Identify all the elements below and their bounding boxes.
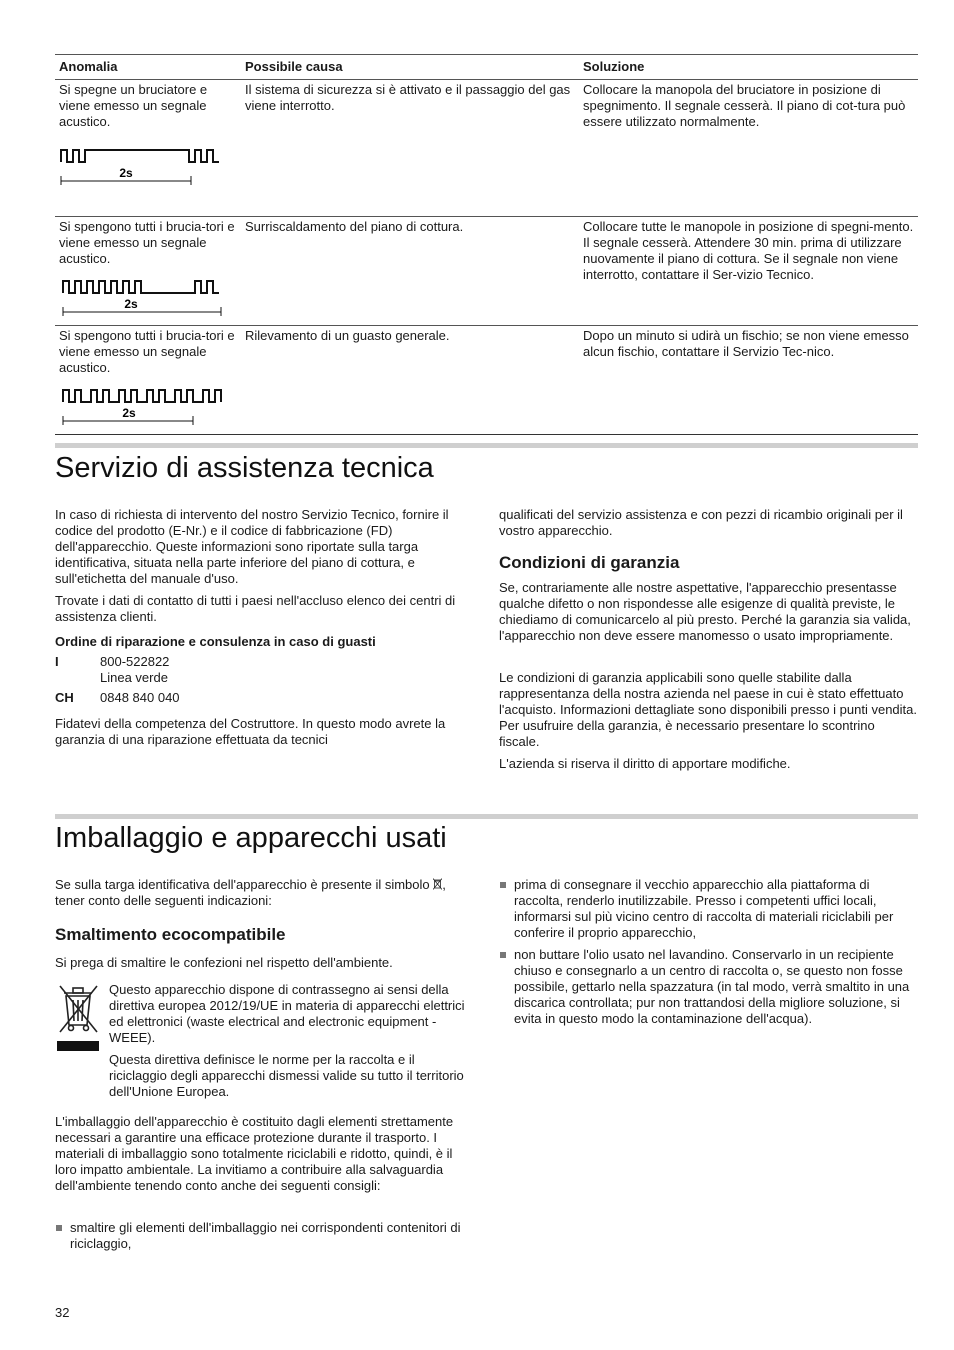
- page-number: 32: [55, 1305, 70, 1320]
- anomalia-text: Si spegne un bruciatore e viene emesso un segnale acustico.: [59, 82, 208, 129]
- section-divider: [55, 443, 918, 448]
- beep-signal-diagram-overheat: [59, 275, 227, 319]
- column-header-anomalia: Anomalia: [55, 55, 241, 80]
- cell-anomalia: [55, 326, 241, 435]
- table-row: [55, 326, 918, 435]
- signal-label: 2s: [119, 166, 133, 180]
- list-item: [499, 877, 918, 941]
- warranty-paragraph-2: Le condizioni di garanzia applicabili sono quelle stabilite dalla rappresentanza della nostra azienda nel paese in cui è stato effettuato l'acquisto. Informazioni dettagliate sono disponibili presso i punti vendita. Per usufruire della garanzia, è necessario presentare lo scontrino fiscale.: [499, 670, 918, 749]
- packaging-tips-list-right: [499, 877, 918, 1033]
- column-header-causa: Possibile causa: [241, 55, 579, 80]
- service-section-title: Servizio di assistenza tecnica: [55, 452, 434, 484]
- square-bullet-icon: [56, 1225, 62, 1231]
- table-header-row: [55, 55, 918, 80]
- packaging-paragraph: L'imballaggio dell'apparecchio è costituito dagli elementi strettamente necessari a garantire una efficace protezione durante il trasporto. I materiali di imballaggio sono totalmente riciclabili e ridotto, quindi, è il loro impatto ambientale. La invitiamo a contribuire alla salvaguardia dell'ambiente tenendo conto anche dei seguenti consigli:: [55, 1114, 454, 1193]
- cell-anomalia: [55, 80, 241, 217]
- list-item: [55, 1220, 470, 1252]
- service-paragraph-3-continued: qualificati del servizio assistenza e con pezzi di ricambio originali per il vostro apparecchio.: [499, 507, 903, 538]
- square-bullet-icon: [500, 882, 506, 888]
- eco-disposal-heading: Smaltimento ecocompatibile: [55, 925, 286, 944]
- table-row: [55, 80, 918, 217]
- cell-anomalia: [55, 217, 241, 326]
- signal-label: 2s: [122, 406, 136, 420]
- warranty-paragraph-1: Se, contrariamente alle nostre aspettative, l'apparecchio presentasse qualche difetto o non rispondesse alle esigenze di qualità previste, le chiediamo di comunicarcelo al più presto. Perché la garanzia sia valida, l'apparecchio non deve essere manomesso o usato impropriamente.: [499, 580, 911, 643]
- contact-number: 800-522822: [100, 654, 170, 669]
- service-paragraph-2: Trovate i dati di contatto di tutti i paesi nell'accluso elenco dei centri di assistenza clienti.: [55, 593, 456, 624]
- warranty-heading: Condizioni di garanzia: [499, 553, 680, 572]
- list-item-text: prima di consegnare il vecchio apparecchio alla piattaforma di raccolta, renderlo inutilizzabile. Presso i competenti uffici locali, informarsi sul più vicino centro di raccolta di materiali riciclabili per conferire il proprio apparecchio,: [514, 877, 894, 940]
- contact-note: Linea verde: [100, 670, 168, 685]
- section-divider: [55, 814, 918, 819]
- beep-signal-diagram-fault: [59, 384, 227, 428]
- list-item-text: smaltire gli elementi dell'imballaggio nei corrispondenti contenitori di riciclaggio,: [70, 1220, 461, 1251]
- crossed-bin-icon: [433, 878, 442, 890]
- cell-causa: Surriscaldamento del piano di cottura.: [241, 217, 579, 326]
- cell-soluzione: Dopo un minuto si udirà un fischio; se non viene emesso alcun fischio, contattare il Servizio Tec-nico.: [579, 326, 918, 435]
- service-paragraph-1: In caso di richiesta di intervento del nostro Servizio Tecnico, fornire il codice del prodotto (E-Nr.) e il codice di fabbricazione (FD) dell'apparecchio. Queste informazioni sono riportate sulla targa identificativa, situata nella parte inferiore del piano di cottura, e sull'etichetta del manuale d'uso.: [55, 507, 449, 586]
- list-item-text: non buttare l'olio usato nel lavandino. Conservarlo in un recipiente chiuso e consegnarlo a un centro di raccolta o, se questo non fosse possibile, gettarlo nella spazzatura (in tal modo, verrà smaltito in una discarica controllata; pur non trattandosi della migliore soluzione, si evita in questo modo la contaminazione dell'acqua).: [514, 947, 910, 1026]
- packaging-intro-text-end: , tener conto delle seguenti indicazioni:: [55, 877, 446, 908]
- contact-italy: [55, 654, 355, 690]
- service-paragraph-3: Fidatevi della competenza del Costruttore. In questo modo avrete la garanzia di una riparazione effettuata da tecnici: [55, 716, 446, 747]
- beep-signal-diagram-single: [59, 144, 227, 188]
- weee-paragraph-2: Questa direttiva definisce le norme per la raccolta e il riciclaggio degli apparecchi dismessi valide su tutto il territorio dell'Unione Europea.: [109, 1052, 464, 1099]
- contact-switzerland: [55, 690, 355, 708]
- packaging-intro-text: Se sulla targa identificativa dell'apparecchio è presente il simbolo: [55, 877, 430, 892]
- contact-number: 0848 840 040: [100, 690, 180, 705]
- packaging-tips-list-left: [55, 1220, 470, 1258]
- cell-soluzione: Collocare tutte le manopole in posizione di spegni-mento. Il segnale cesserà. Attendere 30 min. prima di utilizzare nuovamente il piano di cottura. Se il segnale non viene interrotto, contattare il Ser-vizio Tecnico.: [579, 217, 918, 326]
- warranty-paragraph-3: L'azienda si riserva il diritto di apportare modifiche.: [499, 756, 791, 771]
- contact-country: CH: [55, 690, 74, 705]
- table-row: [55, 217, 918, 326]
- weee-bin-icon: [55, 983, 101, 1053]
- packaging-intro: [55, 877, 470, 909]
- eco-disposal-paragraph: Si prega di smaltire le confezioni nel rispetto dell'ambiente.: [55, 955, 393, 970]
- packaging-section-title: Imballaggio e apparecchi usati: [55, 822, 447, 854]
- contact-country: I: [55, 654, 59, 669]
- signal-label: 2s: [124, 297, 138, 311]
- weee-paragraph-1: Questo apparecchio dispone di contrassegno ai sensi della direttiva europea 2012/19/UE in materia di apparecchi elettrici ed elettronici (waste electrical and electronic equipment - WEEE).: [109, 982, 465, 1045]
- troubleshooting-table: [55, 54, 918, 435]
- anomalia-text: Si spengono tutti i brucia-tori e viene emesso un segnale acustico.: [59, 328, 235, 375]
- list-item: [499, 947, 918, 1027]
- cell-soluzione: Collocare la manopola del bruciatore in posizione di spegnimento. Il segnale cesserà. Il piano di cot-tura può essere utilizzato normalmente.: [579, 80, 918, 217]
- square-bullet-icon: [500, 952, 506, 958]
- repair-order-heading: Ordine di riparazione e consulenza in caso di guasti: [55, 634, 376, 649]
- cell-causa: Rilevamento di un guasto generale.: [241, 326, 579, 435]
- anomalia-text: Si spengono tutti i brucia-tori e viene emesso un segnale acustico.: [59, 219, 235, 266]
- column-header-soluzione: Soluzione: [579, 55, 918, 80]
- cell-causa: Il sistema di sicurezza si è attivato e il passaggio del gas viene interrotto.: [241, 80, 579, 217]
